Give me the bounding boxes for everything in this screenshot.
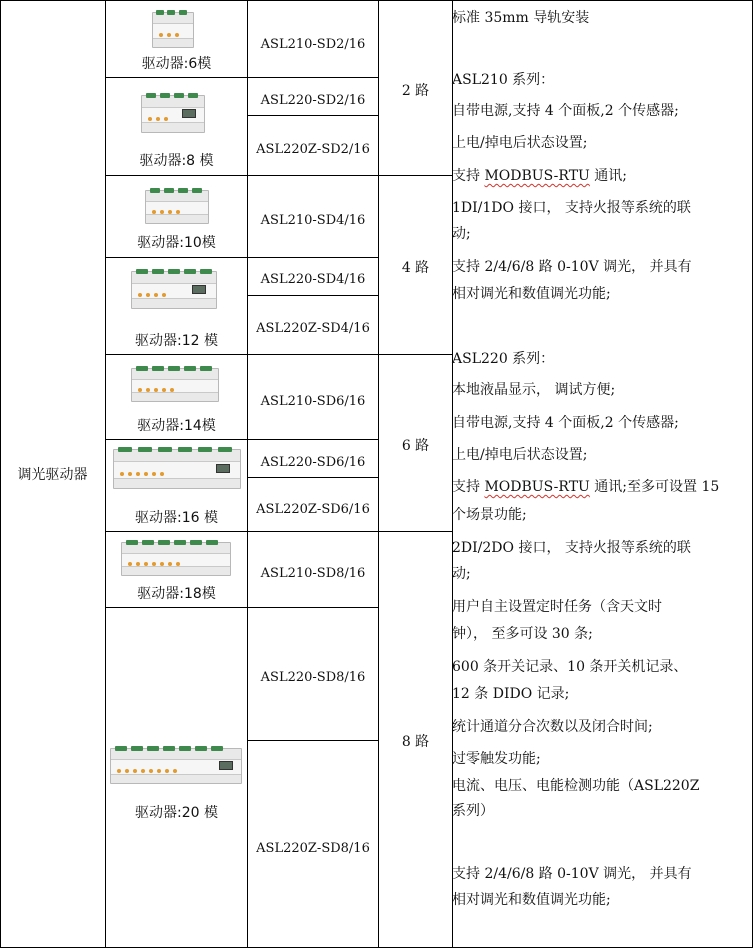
image-label: 驱动器:16 模 (135, 510, 218, 526)
desc-line: 动; (452, 226, 471, 242)
desc-line: 1DI/1DO 接口， 支持火报等系统的联 (452, 200, 691, 216)
desc-line: 标准 35mm 导轨安装 (452, 10, 590, 26)
image-label: 驱动器:10模 (137, 235, 216, 251)
desc-line: 过零触发功能; (452, 751, 541, 767)
product-image (110, 748, 242, 784)
model-number: ASL220Z-SD4/16 (256, 321, 370, 336)
product-image (131, 271, 217, 309)
desc-line: 相对调光和数值调光功能; (452, 892, 611, 908)
desc-line: 钟）， 至多可设 30 条; (452, 626, 593, 642)
product-image (113, 449, 241, 489)
desc-line: 600 条开关记录、10 条开关机记录、 (452, 659, 688, 675)
desc-line: 统计通道分合次数以及闭合时间; (452, 719, 653, 735)
channel-count: 4 路 (401, 260, 430, 276)
desc-line: 支持 2/4/6/8 路 0-10V 调光， 并具有 (452, 259, 692, 275)
desc-line: 2DI/2DO 接口， 支持火报等系统的联 (452, 540, 691, 556)
image-label: 驱动器:18模 (137, 586, 216, 602)
image-label: 驱动器:20 模 (135, 805, 218, 821)
desc-line: 动; (452, 566, 471, 582)
desc-line: 电流、电压、电能检测功能（ASL220Z (452, 778, 700, 794)
desc-line: 上电/掉电后状态设置; (452, 135, 588, 151)
channel-count: 6 路 (401, 438, 430, 454)
desc-line: 自带电源,支持 4 个面板,2 个传感器; (452, 103, 679, 119)
model-number: ASL220-SD6/16 (260, 455, 366, 470)
product-image (121, 542, 231, 576)
model-number: ASL220-SD2/16 (260, 93, 366, 108)
desc-line: 个场景功能; (452, 507, 527, 523)
model-number: ASL220Z-SD8/16 (256, 841, 370, 856)
model-number: ASL220Z-SD6/16 (256, 502, 370, 517)
channel-count: 2 路 (401, 83, 430, 99)
product-image (152, 12, 194, 48)
desc-line: 支持 2/4/6/8 路 0-10V 调光， 并具有 (452, 866, 692, 882)
modbus-term: MODBUS-RTU (484, 479, 590, 495)
model-number: ASL220Z-SD2/16 (256, 142, 370, 157)
desc-line: 支持 MODBUS-RTU 通讯;至多可设置 15 (452, 479, 720, 495)
model-number: ASL210-SD2/16 (260, 37, 366, 52)
desc-line: 相对调光和数值调光功能; (452, 286, 611, 302)
image-label: 驱动器:12 模 (135, 333, 218, 349)
desc-line: 自带电源,支持 4 个面板,2 个传感器; (452, 415, 679, 431)
desc-line: 本地液晶显示， 调试方便; (452, 382, 616, 398)
model-number: ASL210-SD6/16 (260, 394, 366, 409)
category-label: 调光驱动器 (17, 467, 88, 483)
desc-line: ASL220 系列： (452, 351, 555, 367)
image-label: 驱动器:14模 (137, 418, 216, 434)
desc-line: 上电/掉电后状态设置; (452, 447, 588, 463)
product-image (131, 368, 219, 402)
desc-line: 12 条 DIDO 记录; (452, 686, 570, 702)
model-number: ASL210-SD8/16 (260, 566, 366, 581)
image-label: 驱动器:8 模 (139, 153, 214, 169)
desc-line: 系列） (452, 803, 494, 819)
product-image (141, 95, 205, 133)
modbus-term: MODBUS-RTU (484, 168, 590, 184)
model-number: ASL220-SD8/16 (260, 670, 366, 685)
image-label: 驱动器:6模 (141, 56, 212, 72)
desc-line: 用户自主设置定时任务（含天文时 (452, 599, 662, 615)
channel-count: 8 路 (401, 734, 430, 750)
model-number: ASL220-SD4/16 (260, 272, 366, 287)
desc-line: ASL210 系列： (452, 72, 555, 88)
desc-line: 支持 MODBUS-RTU 通讯; (452, 168, 628, 184)
model-number: ASL210-SD4/16 (260, 213, 366, 228)
product-image (145, 190, 209, 224)
